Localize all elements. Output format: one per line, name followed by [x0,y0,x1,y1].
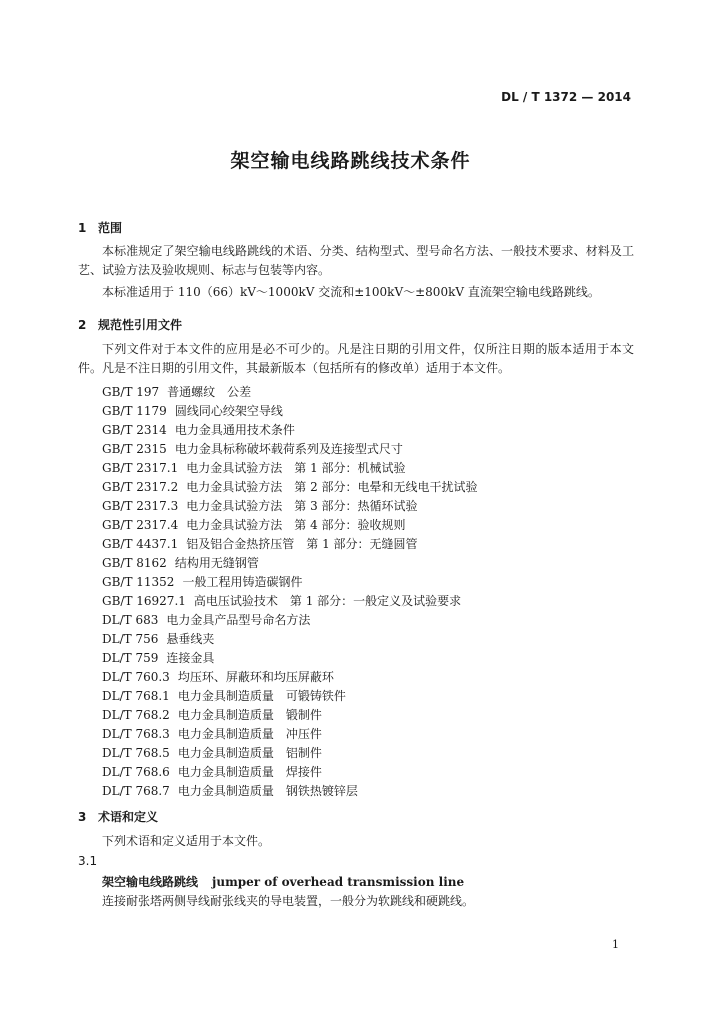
list-item [102,554,259,571]
list-item [102,725,322,742]
reference-title: 高电压试验技术 第 1 部分：一般定义及试验要求 [193,594,462,608]
section-number: 3 [78,810,87,824]
list-item [102,535,418,552]
reference-code: GB/T 2314 [102,423,167,437]
page-number: 1 [612,938,619,951]
section-2-heading [78,316,182,333]
reference-title: 电力金具通用技术条件 [174,423,295,437]
reference-title: 电力金具试验方法 第 3 部分：热循环试验 [186,499,418,513]
section-number: 1 [78,221,87,235]
reference-title: 均压环、屏蔽环和均压屏蔽环 [177,670,334,684]
reference-code: GB/T 2317.3 [102,499,179,513]
list-item [102,402,283,419]
reference-code: DL/T 759 [102,651,159,665]
section-1-heading [78,219,122,236]
list-item [102,611,310,628]
reference-code: DL/T 768.1 [102,689,170,703]
list-item [102,478,478,495]
list-item [102,649,214,666]
reference-code: DL/T 760.3 [102,670,170,684]
list-item [102,592,461,609]
term-definition: 连接耐张塔两侧导线耐张线夹的导电装置，一般分为软跳线和硬跳线。 [102,894,475,908]
reference-title: 一般工程用铸造碳钢件 [182,575,303,589]
reference-code: GB/T 16927.1 [102,594,186,608]
reference-title: 电力金具制造质量 钢铁热镀锌层 [177,784,358,798]
reference-title: 电力金具试验方法 第 4 部分：验收规则 [186,518,406,532]
reference-title: 铝及铝合金热挤压管 第 1 部分：无缝圆管 [186,537,418,551]
reference-title: 悬垂线夹 [166,632,215,646]
reference-code: GB/T 2317.4 [102,518,179,532]
reference-title: 电力金具产品型号命名方法 [166,613,311,627]
reference-code: DL/T 768.7 [102,784,170,798]
reference-title: 圆线同心绞架空导线 [174,404,283,418]
reference-title: 结构用无缝钢管 [174,556,259,570]
section-title: 术语和定义 [98,810,159,824]
reference-code: GB/T 11352 [102,575,175,589]
reference-title: 电力金具标称破坏载荷系列及连接型式尺寸 [174,442,403,456]
reference-code: GB/T 197 [102,385,160,399]
reference-code: DL/T 768.6 [102,765,170,779]
reference-code: DL/T 768.5 [102,746,170,760]
list-item [102,630,214,647]
section-title: 规范性引用文件 [98,318,183,332]
list-item [102,782,358,799]
section-2-intro: 下列文件对于本文件的应用是必不可少的。凡是注日期的引用文件，仅所注日期的版本适用于本文件。凡是不注日期的引用文件，其最新版本（包括所有的修改单）适用于本文件。 [78,342,634,375]
section-title: 范围 [98,221,123,235]
list-item [102,687,346,704]
reference-title: 电力金具试验方法 第 1 部分：机械试验 [186,461,406,475]
list-item [102,440,403,457]
reference-code: GB/T 8162 [102,556,167,570]
reference-code: GB/T 2317.2 [102,480,179,494]
reference-title: 电力金具制造质量 焊接件 [177,765,322,779]
list-item [102,763,322,780]
list-item [102,497,418,514]
reference-code: DL/T 768.2 [102,708,170,722]
reference-title: 电力金具制造质量 锻制件 [177,708,322,722]
section-number: 2 [78,318,87,332]
reference-title: 连接金具 [166,651,215,665]
reference-title: 电力金具制造质量 冲压件 [177,727,322,741]
standard-code: DL / T 1372 — 2014 [501,90,631,104]
section-1-paragraph-2: 本标准适用于 110（66）kV～1000kV 交流和±100kV～±800kV 直流架空输电线路跳线。 [102,285,600,299]
reference-code: GB/T 2317.1 [102,461,179,475]
reference-code: DL/T 768.3 [102,727,170,741]
term-number: 3.1 [78,854,98,868]
section-1-paragraph-1: 本标准规定了架空输电线路跳线的术语、分类、结构型式、型号命名方法、一般技术要求、材料及工艺、试验方法及验收规则、标志与包装等内容。 [78,244,634,277]
reference-title: 普通螺纹 公差 [167,385,252,399]
reference-title: 电力金具制造质量 铝制件 [177,746,322,760]
reference-title: 电力金具试验方法 第 2 部分：电晕和无线电干扰试验 [186,480,478,494]
term-name-cn: 架空输电线路跳线 [102,875,199,889]
list-item [102,383,251,400]
list-item [102,516,406,533]
section-3-heading [78,808,158,825]
list-item [102,459,406,476]
reference-code: GB/T 2315 [102,442,167,456]
list-item [102,573,302,590]
reference-code: DL/T 756 [102,632,159,646]
reference-code: DL/T 683 [102,613,159,627]
term-name [102,873,464,890]
document-title: 架空输电线路跳线技术条件 [230,150,471,172]
list-item [102,706,322,723]
list-item [102,668,334,685]
term-name-en: jumper of overhead transmission line [212,875,465,889]
list-item [102,744,322,761]
section-3-intro: 下列术语和定义适用于本文件。 [102,834,271,848]
reference-title: 电力金具制造质量 可锻铸铁件 [177,689,346,703]
reference-code: GB/T 1179 [102,404,167,418]
list-item [102,421,295,438]
reference-code: GB/T 4437.1 [102,537,179,551]
